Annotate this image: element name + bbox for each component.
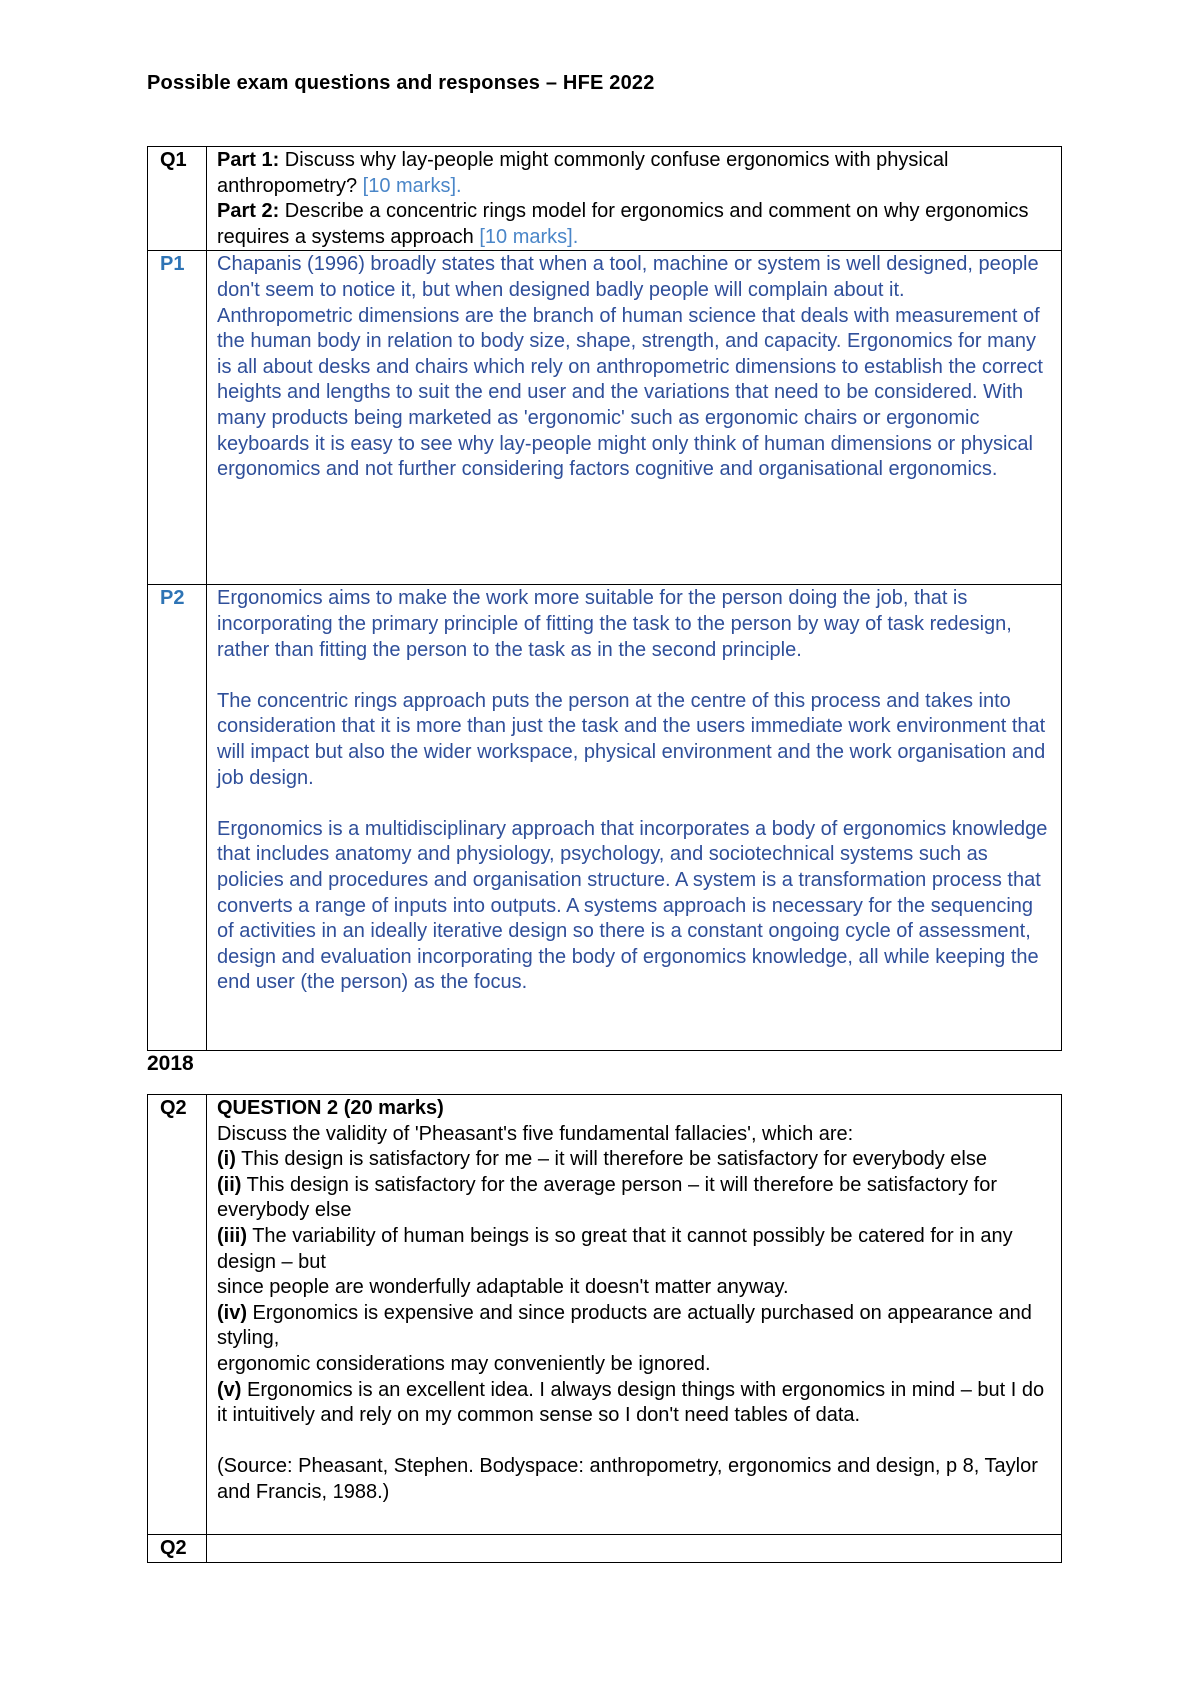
fallacy-iv-label: (iv) [217,1301,247,1324]
p2-para1: Ergonomics aims to make the work more suitable for the person doing the job, that is incorporating the primary principle of fitting the task to the person by way of task redesign, rather than fitting the person to the task as in the second principle. [217,587,1012,661]
p1-answer [207,251,1062,585]
fallacy-v-text: Ergonomics is an excellent idea. I always design things with ergonomics in mind – but I do it intuitively and rely on my common sense so I don't need tables of data. [217,1378,1045,1427]
q2-answer [207,1535,1062,1563]
q2-question [207,1095,1062,1535]
q1-question [207,147,1062,251]
p1-label: P1 [148,251,207,585]
q2-label: Q2 [148,1095,207,1535]
p2-label: P2 [148,585,207,1051]
p2-para3: Ergonomics is a multidisciplinary approach that incorporates a body of ergonomics knowledge that includes anatomy and physiology, psychology, and sociotechnical systems such as policies and procedures and organisation structure. A system is a transformation process that converts a range of inputs into outputs. A systems approach is necessary for the sequencing of activities in an ideally iterative design so there is a constant ongoing cycle of assessment, design and evaluation incorporating the body of ergonomics knowledge, all while keeping the end user (the person) as the focus. [217,817,1048,994]
q1-part1-label: Part 1: [217,149,280,171]
fallacy-iii-cont: since people are wonderfully adaptable it doesn't matter anyway. [217,1276,789,1299]
q1-row [148,147,1062,251]
p2-answer [207,585,1062,1051]
fallacy-i-text: This design is satisfactory for me – it will therefore be satisfactory for everybody else [235,1148,987,1171]
q2-row [148,1095,1062,1535]
q1-part2-marks: [10 marks]. [479,225,579,248]
q1-label: Q1 [148,147,207,251]
q2-intro: Discuss the validity of 'Pheasant's five fundamental fallacies', which are: [217,1122,854,1145]
fallacy-ii-label: (ii) [217,1173,242,1196]
q2-answer-row [148,1535,1062,1563]
fallacy-iii-text: The variability of human beings is so great that it cannot possibly be catered for in any design – but [217,1224,1013,1273]
q1-part2-label: Part 2: [217,200,280,223]
fallacy-iv-cont: ergonomic considerations may conveniently be ignored. [217,1352,711,1375]
q1-part1-text: Discuss why lay-people might commonly confuse ergonomics with physical anthropometry? [217,149,949,197]
q2-answer-label: Q2 [148,1535,207,1563]
q2-heading: QUESTION 2 (20 marks) [217,1097,444,1119]
q1-part1-marks: [10 marks]. [362,174,462,197]
fallacy-i-label: (i) [217,1148,236,1171]
p1-para1: Chapanis (1996) broadly states that when a tool, machine or system is well designed, people don't seem to notice it, but when designed badly people will complain about it. [217,253,1039,301]
q2-table [147,1094,1062,1563]
page-title: Possible exam questions and responses – HFE 2022 [147,72,655,94]
q1-part2-text: Describe a concentric rings model for ergonomics and comment on why ergonomics requires a systems approach [217,200,1029,248]
p1-row [148,251,1062,585]
year-heading: 2018 [147,1052,194,1075]
p2-para2: The concentric rings approach puts the person at the centre of this process and takes into consideration that it is more than just the task and the users immediate work environment that will impact but also the wider workspace, physical environment and the work organisation and job design. [217,689,1046,789]
fallacy-iii-label: (iii) [217,1224,247,1247]
p1-para2: Anthropometric dimensions are the branch of human science that deals with measurement of the human body in relation to body size, shape, strength, and capacity. Ergonomics for many is all about desks and chairs which rely on anthropometric dimensions to establish the correct heights and lengths to suit the end user and the variations that need to be considered. With many products being marketed as 'ergonomic' such as ergonomic chairs or ergonomic keyboards it is easy to see why lay-people might only think of human dimensions or physical ergonomics and not further considering factors cognitive and organisational ergonomics. [217,304,1043,481]
q1-table [147,146,1062,1051]
fallacy-v-label: (v) [217,1378,242,1401]
fallacy-ii-text: This design is satisfactory for the average person – it will therefore be satisfactory for everybody else [217,1173,997,1222]
q2-source: (Source: Pheasant, Stephen. Bodyspace: anthropometry, ergonomics and design, p 8, Taylor and Francis, 1988.) [217,1455,1038,1503]
p2-row [148,585,1062,1051]
fallacy-iv-text: Ergonomics is expensive and since products are actually purchased on appearance and styling, [217,1301,1032,1350]
